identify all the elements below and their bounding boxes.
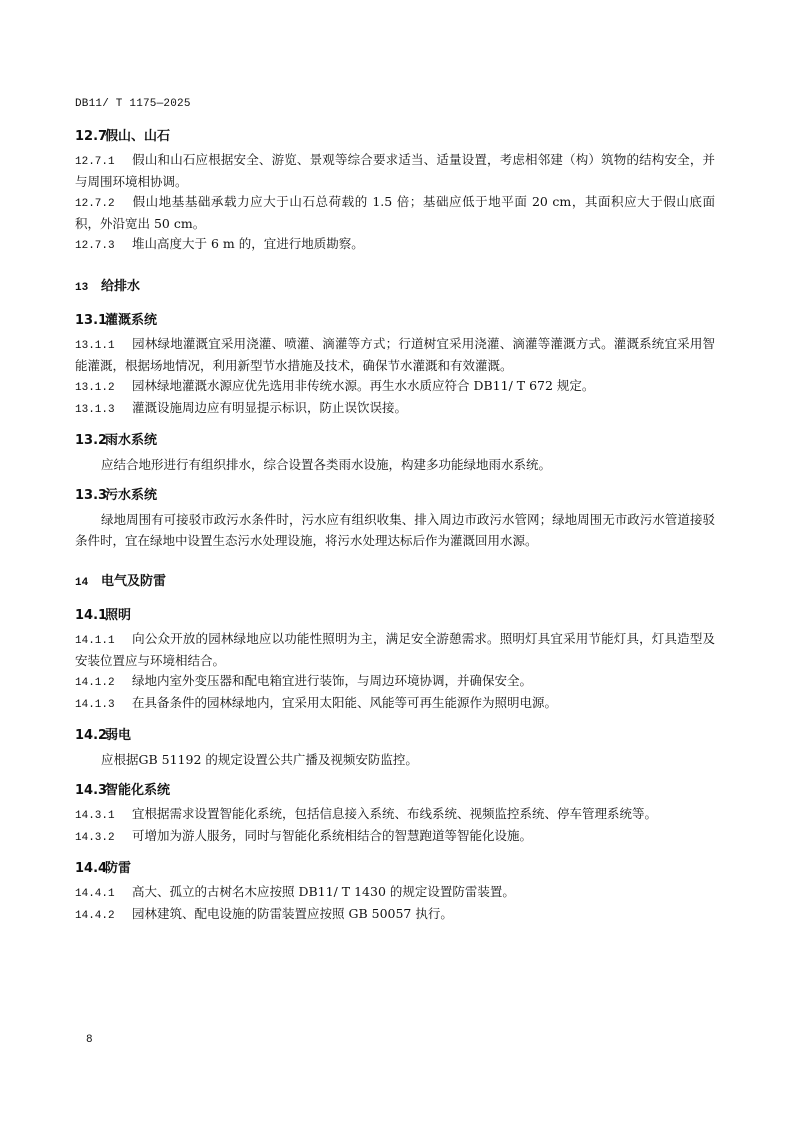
section-number: 14.4: [75, 861, 108, 876]
clause: [75, 376, 715, 398]
clause: [75, 629, 715, 671]
clause-text: 假山和山石应根据安全、游览、景观等综合要求适当、适量设置，考虑相邻建（构）筑物的结构安全，并与周围环境相协调。: [75, 152, 715, 189]
clause-number: 13.1.1: [75, 340, 115, 352]
clause-number: 13.1.2: [75, 382, 115, 394]
clause-number: 14.4.2: [75, 910, 115, 922]
clause: [75, 804, 715, 826]
clause-text: 可增加为游人服务，同时与智能化系统相结合的智慧跑道等智能化设施。: [132, 828, 533, 843]
chapter-heading: [75, 569, 715, 595]
section-heading: [75, 124, 715, 150]
chapter-number: 13: [75, 282, 89, 294]
clause-number: 14.1.3: [75, 699, 115, 711]
section-heading: [75, 308, 715, 334]
clause-number: 14.3.1: [75, 810, 115, 822]
clause-text: 向公众开放的园林绿地应以功能性照明为主，满足安全游憩需求。照明灯具宜采用节能灯具，灯具造型及安装位置应与环境相结合。: [75, 631, 715, 668]
section-title: 灌溉系统: [105, 313, 158, 328]
section-title: 污水系统: [105, 488, 158, 503]
clause-number: 12.7.1: [75, 156, 115, 168]
clause-text: 在具备条件的园林绿地内，宜采用太阳能、风能等可再生能源作为照明电源。: [132, 695, 558, 710]
paragraph: 应根据GB 51192 的规定设置公共广播及视频安防监控。: [101, 752, 418, 767]
section-title: 假山、山石: [105, 129, 171, 144]
clause-number: 12.7.3: [75, 240, 115, 252]
clause: [75, 826, 715, 848]
section-heading: [75, 856, 715, 882]
page-content: [75, 124, 715, 926]
section-heading: [75, 428, 715, 454]
chapter-number: 14: [75, 577, 89, 589]
paragraph: 应结合地形进行有组织排水，综合设置各类雨水设施，构建多功能绿地雨水系统。: [101, 457, 552, 472]
clause-text: 堆山高度大于 6 m 的，宜进行地质勘察。: [132, 236, 364, 251]
clause: [75, 882, 715, 904]
document-code: DB11/ T 1175—2025: [75, 98, 191, 110]
clause-text: 绿地内室外变压器和配电箱宜进行装饰，与周边环境协调，并确保安全。: [132, 673, 533, 688]
clause-text: 假山地基基础承载力应大于山石总荷载的 1.5 倍；基础应低于地平面 20 cm，其面积应大于假山底面积，外沿宽出 50 cm。: [75, 194, 715, 231]
page-number: 8: [86, 1034, 93, 1046]
section-number: 12.7: [75, 129, 108, 144]
chapter-heading: [75, 274, 715, 300]
chapter-title: 给排水: [101, 279, 141, 294]
clause: [75, 904, 715, 926]
clause-text: 园林建筑、配电设施的防雷装置应按照 GB 50057 执行。: [132, 906, 453, 921]
clause-number: 14.1.2: [75, 677, 115, 689]
clause: [75, 671, 715, 693]
section-number: 14.2: [75, 728, 108, 743]
section-number: 14.3: [75, 783, 108, 798]
clause-number: 14.4.1: [75, 888, 115, 900]
clause-text: 高大、孤立的古树名木应按照 DB11/ T 1430 的规定设置防雷装置。: [132, 884, 515, 899]
section-number: 13.3: [75, 488, 108, 503]
clause: [75, 150, 715, 192]
section-title: 智能化系统: [105, 783, 171, 798]
section-title: 弱电: [105, 728, 132, 743]
clause-number: 13.1.3: [75, 404, 115, 416]
section-number: 13.1: [75, 313, 108, 328]
section-heading: [75, 483, 715, 509]
clause-text: 灌溉设施周边应有明显提示标识，防止误饮误接。: [132, 400, 408, 415]
clause-number: 12.7.2: [75, 198, 115, 210]
section-heading: [75, 723, 715, 749]
clause: [75, 334, 715, 376]
clause: [75, 398, 715, 420]
section-title: 照明: [105, 608, 132, 623]
paragraph: 绿地周围有可接驳市政污水条件时，污水应有组织收集、排入周边市政污水管网；绿地周围无市政污水管道接驳条件时，宜在绿地中设置生态污水处理设施，将污水处理达标后作为灌溉回用水源。: [75, 512, 715, 548]
section-heading: [75, 778, 715, 804]
section-heading: [75, 603, 715, 629]
section-number: 14.1: [75, 608, 108, 623]
clause-text: 园林绿地灌溉宜采用浇灌、喷灌、滴灌等方式；行道树宜采用浇灌、滴灌等灌溉方式。灌溉系统宜采用智能灌溉，根据场地情况，利用新型节水措施及技术，确保节水灌溉和有效灌溉。: [75, 336, 715, 373]
clause-text: 园林绿地灌溉水源应优先选用非传统水源。再生水水质应符合 DB11/ T 672 规定。: [132, 378, 595, 393]
clause-text: 宜根据需求设置智能化系统，包括信息接入系统、布线系统、视频监控系统、停车管理系统等。: [132, 806, 658, 821]
chapter-title: 电气及防雷: [101, 574, 167, 589]
section-title: 雨水系统: [105, 433, 158, 448]
section-number: 13.2: [75, 433, 108, 448]
section-title: 防雷: [105, 861, 132, 876]
clause-number: 14.3.2: [75, 832, 115, 844]
clause: [75, 192, 715, 234]
clause: [75, 693, 715, 715]
clause-number: 14.1.1: [75, 635, 115, 647]
clause: [75, 234, 715, 256]
